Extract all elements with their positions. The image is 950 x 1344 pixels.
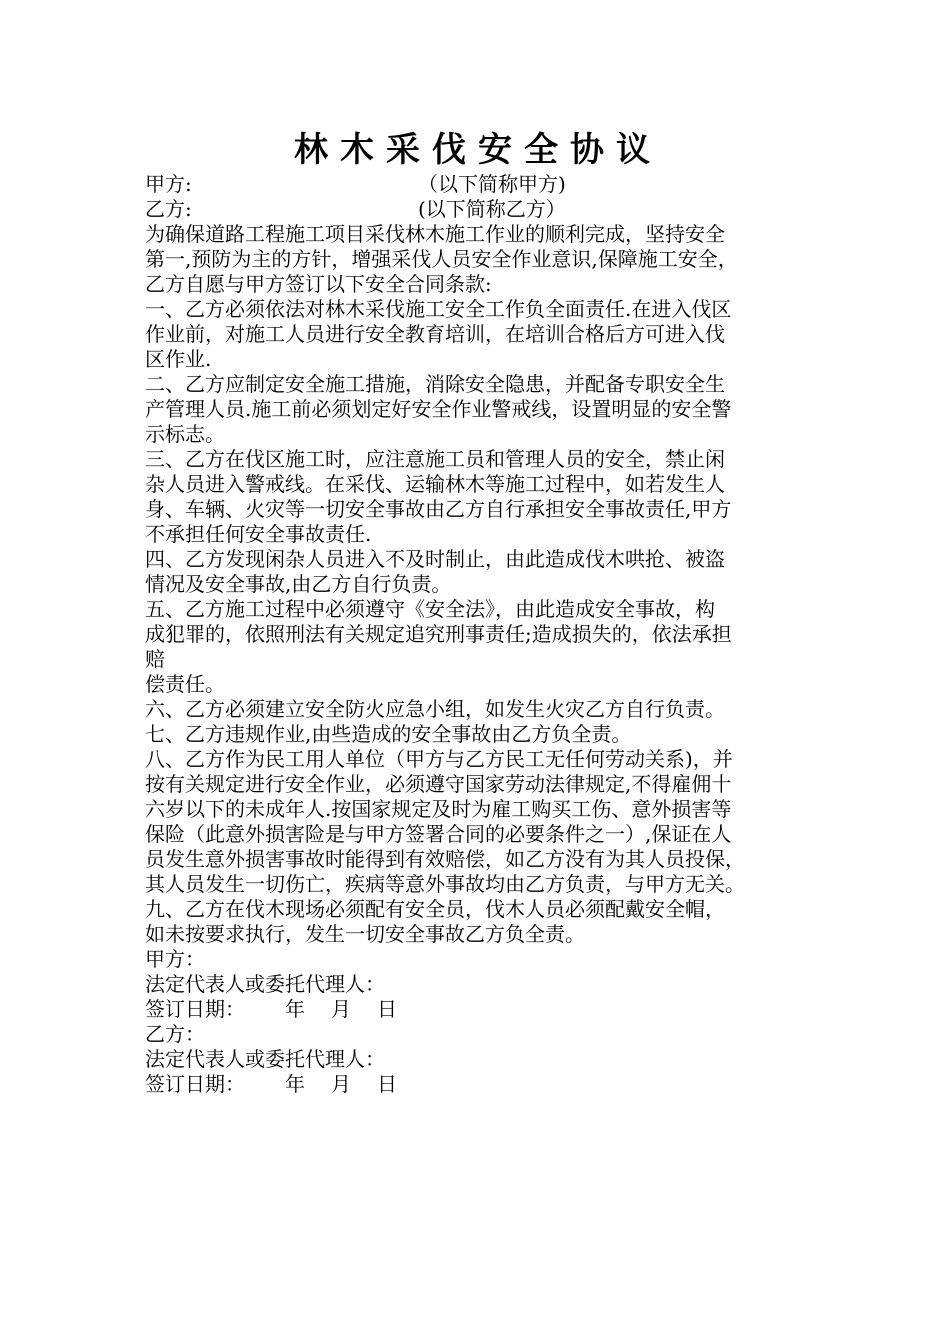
body-line: 身、车辆、火灾等一切安全事故由乙方自行承担安全事故责任,甲方 bbox=[145, 497, 732, 521]
sign-a-representative: 法定代表人或委托代理人： bbox=[145, 972, 385, 996]
party-a-label: 甲方: bbox=[145, 172, 192, 196]
party-b-line bbox=[145, 197, 825, 222]
sign-b-month: 月 bbox=[331, 1072, 351, 1096]
sign-a-month: 月 bbox=[331, 997, 351, 1021]
body-line: 三、乙方在伐区施工时，应注意施工员和管理人员的安全，禁止闲 bbox=[145, 447, 725, 471]
body-line: 为确保道路工程施工项目采伐林木施工作业的顺利完成，坚持安全 bbox=[145, 222, 725, 246]
sign-b-representative: 法定代表人或委托代理人： bbox=[145, 1047, 385, 1071]
body-line: 杂人员进入警戒线。在采伐、运输林木等施工过程中，如若发生人 bbox=[145, 472, 725, 496]
body-line: 二、乙方应制定安全施工措施，消除安全隐患，并配备专职安全生 bbox=[145, 372, 725, 396]
sign-a-date-label: 签订日期： bbox=[145, 997, 245, 1021]
sign-a-year: 年 bbox=[285, 997, 305, 1021]
sign-a-date bbox=[145, 997, 825, 1022]
body-line: 示标志。 bbox=[145, 422, 225, 446]
body-line: 按有关规定进行安全作业，必须遵守国家劳动法律规定,不得雇佣十 bbox=[145, 772, 732, 796]
sign-b-year: 年 bbox=[285, 1072, 305, 1096]
sign-b-day: 日 bbox=[377, 1072, 397, 1096]
body-line: 成犯罪的，依照刑法有关规定追究刑事责任;造成损失的，依法承担 bbox=[145, 622, 732, 646]
body-line: 产管理人员.施工前必须划定好安全作业警戒线，设置明显的安全警 bbox=[145, 397, 732, 421]
body-line: 区作业. bbox=[145, 347, 212, 371]
body-line: 四、乙方发现闲杂人员进入不及时制止，由此造成伐木哄抢、被盗 bbox=[145, 547, 725, 571]
body-line: 八、乙方作为民工用人单位（甲方与乙方民工无任何劳动关系)，并 bbox=[145, 747, 733, 771]
document-body bbox=[145, 172, 825, 1097]
party-b-label: 乙方: bbox=[145, 197, 192, 221]
sign-a-day: 日 bbox=[377, 997, 397, 1021]
body-line: 赔 bbox=[145, 647, 165, 671]
body-line: 七、乙方违规作业,由些造成的安全事故由乙方负全责。 bbox=[145, 722, 632, 746]
body-line: 偿责任。 bbox=[145, 672, 225, 696]
body-line: 作业前，对施工人员进行安全教育培训，在培训合格后方可进入伐 bbox=[145, 322, 725, 346]
party-a-note: （以下简称甲方) bbox=[418, 172, 566, 196]
body-line: 第一,预防为主的方针，增强采伐人员安全作业意识,保障施工安全， bbox=[145, 247, 738, 271]
body-line: 其人员发生一切伤亡，疾病等意外事故均由乙方负责，与甲方无关。 bbox=[145, 872, 745, 896]
body-line: 如未按要求执行，发生一切安全事故乙方负全责。 bbox=[145, 922, 585, 946]
body-line: 五、乙方施工过程中必须遵守《安全法》，由此造成安全事故，构 bbox=[145, 597, 715, 621]
body-line: 一、乙方必须依法对林木采伐施工安全工作负全面责任.在进入伐区 bbox=[145, 297, 732, 321]
body-line: 九、乙方在伐木现场必须配有安全员，伐木人员必须配戴安全帽， bbox=[145, 897, 725, 921]
sign-a-party: 甲方： bbox=[145, 947, 205, 971]
body-line: 六、乙方必须建立安全防火应急小组，如发生火灾乙方自行负责。 bbox=[145, 697, 725, 721]
sign-b-party: 乙方： bbox=[145, 1022, 205, 1046]
body-line: 乙方自愿与甲方签订以下安全合同条款: bbox=[145, 272, 492, 296]
body-line: 情况及安全事故,由乙方自行负责。 bbox=[145, 572, 452, 596]
sign-b-date-label: 签订日期： bbox=[145, 1072, 245, 1096]
body-line: 六岁以下的未成年人.按国家规定及时为雇工购买工伤、意外损害等 bbox=[145, 797, 732, 821]
party-a-line bbox=[145, 172, 825, 197]
body-line: 员发生意外损害事故时能得到有效赔偿，如乙方没有为其人员投保， bbox=[145, 847, 745, 871]
sign-b-date bbox=[145, 1072, 825, 1097]
party-b-note: (以下简称乙方） bbox=[418, 197, 566, 221]
document-title: 林木采伐安全协议 bbox=[294, 130, 662, 170]
body-line: 不承担任何安全事故责任. bbox=[145, 522, 372, 546]
body-line: 保险（此意外损害险是与甲方签署合同的必要条件之一）,保证在人 bbox=[145, 822, 732, 846]
